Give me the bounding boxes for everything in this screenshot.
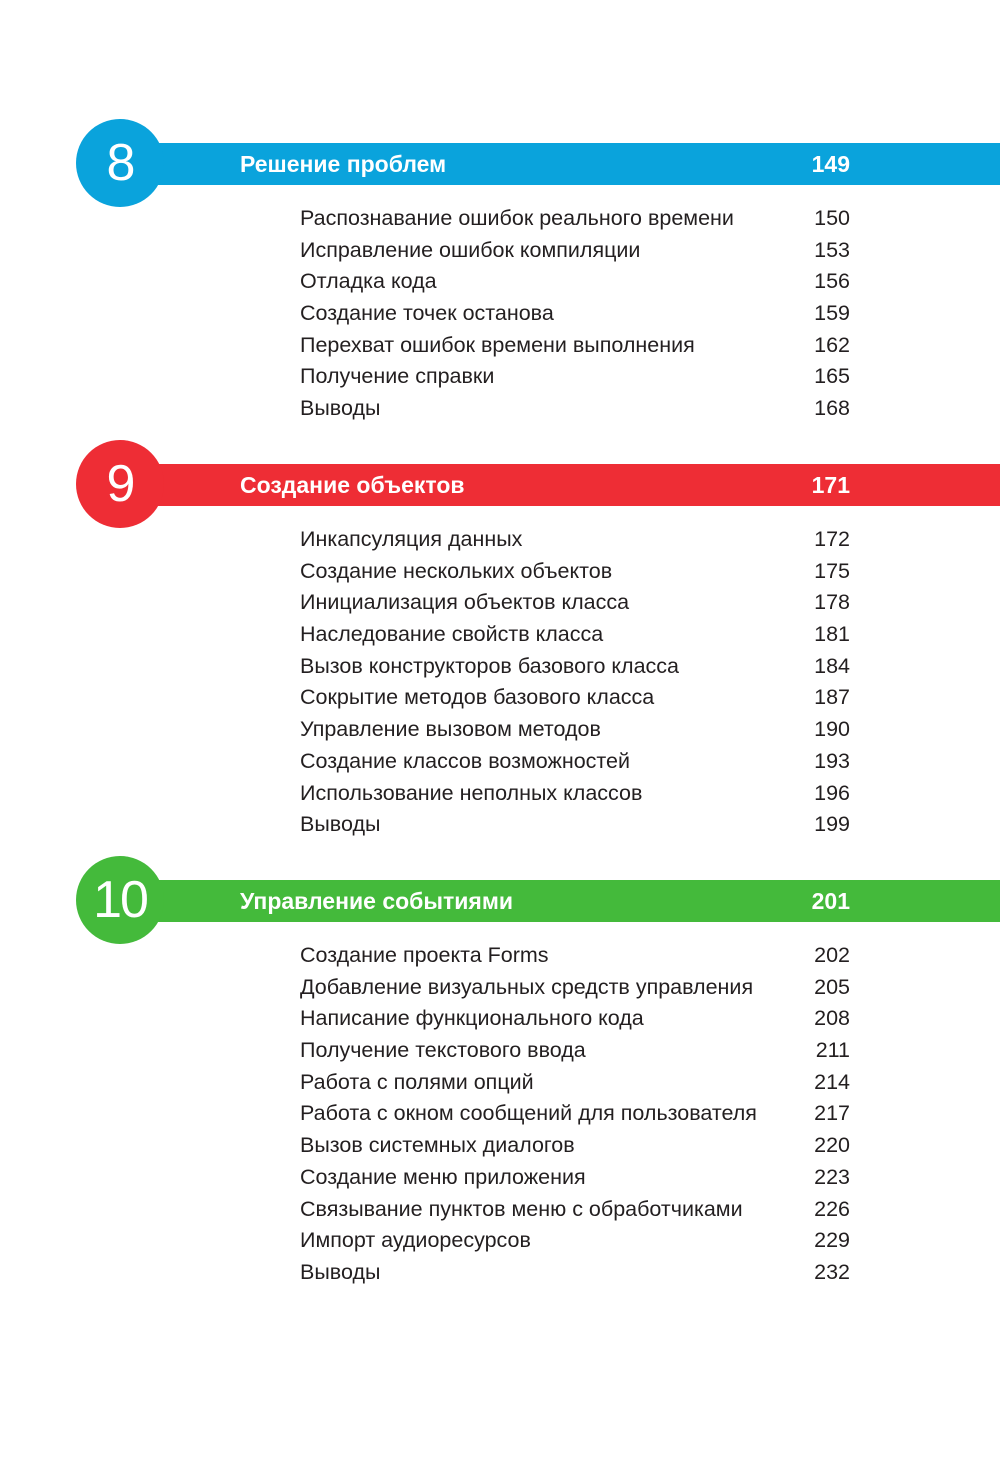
toc-entry-page: 184: [814, 653, 850, 678]
toc-entry[interactable]: [300, 972, 850, 1004]
toc-entry-title: Перехват ошибок времени выполнения: [300, 332, 695, 357]
toc-entry-page: 165: [814, 364, 850, 389]
toc-entry-page: 175: [814, 558, 850, 583]
toc-entry[interactable]: [300, 940, 850, 972]
chapter-8-number: 8: [106, 134, 134, 192]
toc-entry[interactable]: [300, 714, 850, 746]
toc-entry[interactable]: [300, 298, 850, 330]
toc-entry-page: 223: [814, 1164, 850, 1189]
toc-entry-title: Инкапсуляция данных: [300, 527, 523, 551]
toc-entry[interactable]: [300, 682, 850, 714]
chapter-9-page: 171: [811, 472, 850, 498]
toc-entry-page: 162: [814, 332, 850, 357]
toc-entry-title: Создание точек останова: [300, 301, 554, 326]
toc-entry-title: Импорт аудиоресурсов: [300, 1228, 531, 1253]
toc-entry-title: Исправление ошибок компиляции: [300, 237, 641, 262]
toc-entry[interactable]: [300, 1194, 850, 1226]
chapter-9-number: 9: [106, 455, 134, 513]
toc-entry[interactable]: [300, 1130, 850, 1162]
toc-entry[interactable]: [300, 619, 850, 651]
toc-entry-page: 196: [814, 780, 850, 805]
toc-entry-title: Добавление визуальных средств управления: [300, 974, 754, 999]
chapter-10-title[interactable]: Управление событиями: [240, 888, 513, 914]
toc-entry-page: 168: [814, 396, 850, 421]
chapter-8-entries: [300, 203, 850, 425]
toc-entry-page: 211: [815, 1038, 850, 1063]
toc-entry[interactable]: [300, 235, 850, 267]
toc-entry[interactable]: [300, 651, 850, 683]
chapter-10-number: 10: [93, 871, 147, 929]
toc-entry[interactable]: [300, 809, 850, 841]
toc-entry-title: Создание проекта Forms: [300, 943, 549, 967]
toc-entry-title: Получение текстового ввода: [300, 1038, 586, 1063]
toc-entry-page: 153: [814, 237, 850, 262]
toc-entry-page: 193: [814, 748, 850, 773]
toc-entry-title: Получение справки: [300, 364, 495, 389]
toc-entry-title: Наследование свойств класса: [300, 622, 604, 647]
toc-entry-page: 172: [814, 527, 850, 551]
toc-entry-page: 220: [814, 1133, 850, 1158]
toc-entry[interactable]: [300, 1067, 850, 1099]
toc-entry[interactable]: [300, 203, 850, 235]
toc-entry[interactable]: [300, 556, 850, 588]
toc-entry-title: Отладка кода: [300, 269, 437, 294]
toc-entry-page: 199: [814, 812, 850, 837]
toc-entry-title: Сокрытие методов базового класса: [300, 685, 655, 710]
toc-entry-page: 150: [814, 206, 850, 230]
toc-entry-title: Инициализация объектов класса: [300, 590, 630, 615]
toc-entry[interactable]: [300, 330, 850, 362]
chapter-9-title[interactable]: Создание объектов: [240, 472, 465, 498]
chapter-10-page: 201: [811, 888, 850, 914]
toc-entry-page: 229: [814, 1228, 850, 1253]
toc-entry-title: Вызов системных диалогов: [300, 1133, 575, 1158]
toc-entry[interactable]: [300, 1225, 850, 1257]
chapter-9-number-circle: [76, 440, 164, 528]
toc-entry[interactable]: [300, 1035, 850, 1067]
toc-entry-page: 214: [814, 1069, 850, 1094]
toc-entry-title: Вызов конструкторов базового класса: [300, 653, 679, 678]
toc-entry-page: 156: [814, 269, 850, 294]
toc-entry-page: 190: [814, 717, 850, 742]
toc-entry-title: Работа с полями опций: [300, 1069, 534, 1094]
toc-entry[interactable]: [300, 587, 850, 619]
toc-entry-title: Выводы: [300, 812, 381, 837]
chapter-8-page: 149: [811, 151, 850, 177]
toc-entry-page: 208: [814, 1006, 850, 1031]
toc-entry-title: Работа с окном сообщений для пользователя: [300, 1101, 757, 1126]
toc-entry-page: 178: [814, 590, 850, 615]
toc-entry-title: Использование неполных классов: [300, 780, 643, 805]
toc-entry-title: Связывание пунктов меню с обработчиками: [300, 1196, 743, 1221]
toc-entry-title: Создание классов возможностей: [300, 748, 630, 773]
toc-entry-page: 226: [814, 1196, 850, 1221]
chapter-9-entries: [300, 524, 850, 841]
toc-entry-title: Распознавание ошибок реального времени: [300, 206, 734, 230]
toc-entry-page: 232: [814, 1259, 850, 1284]
chapter-10-number-circle: [76, 856, 164, 944]
toc-entry-page: 202: [814, 943, 850, 967]
toc-entry-title: Выводы: [300, 1259, 381, 1284]
toc-entry[interactable]: [300, 524, 850, 556]
toc-entry[interactable]: [300, 1162, 850, 1194]
chapter-8-title[interactable]: Решение проблем: [240, 151, 447, 177]
toc-entry[interactable]: [300, 1098, 850, 1130]
toc-entry[interactable]: [300, 1003, 850, 1035]
toc-entry-title: Написание функционального кода: [300, 1006, 644, 1031]
toc-entry-page: 159: [814, 301, 850, 326]
chapter-8-number-circle: [76, 119, 164, 207]
toc-entry-title: Создание нескольких объектов: [300, 558, 613, 583]
toc-entry-page: 217: [814, 1101, 850, 1126]
toc-entry[interactable]: [300, 393, 850, 425]
toc-entry-page: 187: [814, 685, 850, 710]
toc-entry[interactable]: [300, 266, 850, 298]
toc-entry[interactable]: [300, 361, 850, 393]
toc-entry[interactable]: [300, 778, 850, 810]
toc-entry[interactable]: [300, 1257, 850, 1289]
toc-entry-page: 181: [814, 622, 850, 647]
chapter-10-entries: [300, 940, 850, 1289]
toc-entry[interactable]: [300, 746, 850, 778]
toc-entry-title: Управление вызовом методов: [300, 717, 601, 742]
toc-entry-title: Выводы: [300, 396, 381, 421]
toc-entry-title: Создание меню приложения: [300, 1164, 586, 1189]
toc-entry-page: 205: [814, 974, 850, 999]
